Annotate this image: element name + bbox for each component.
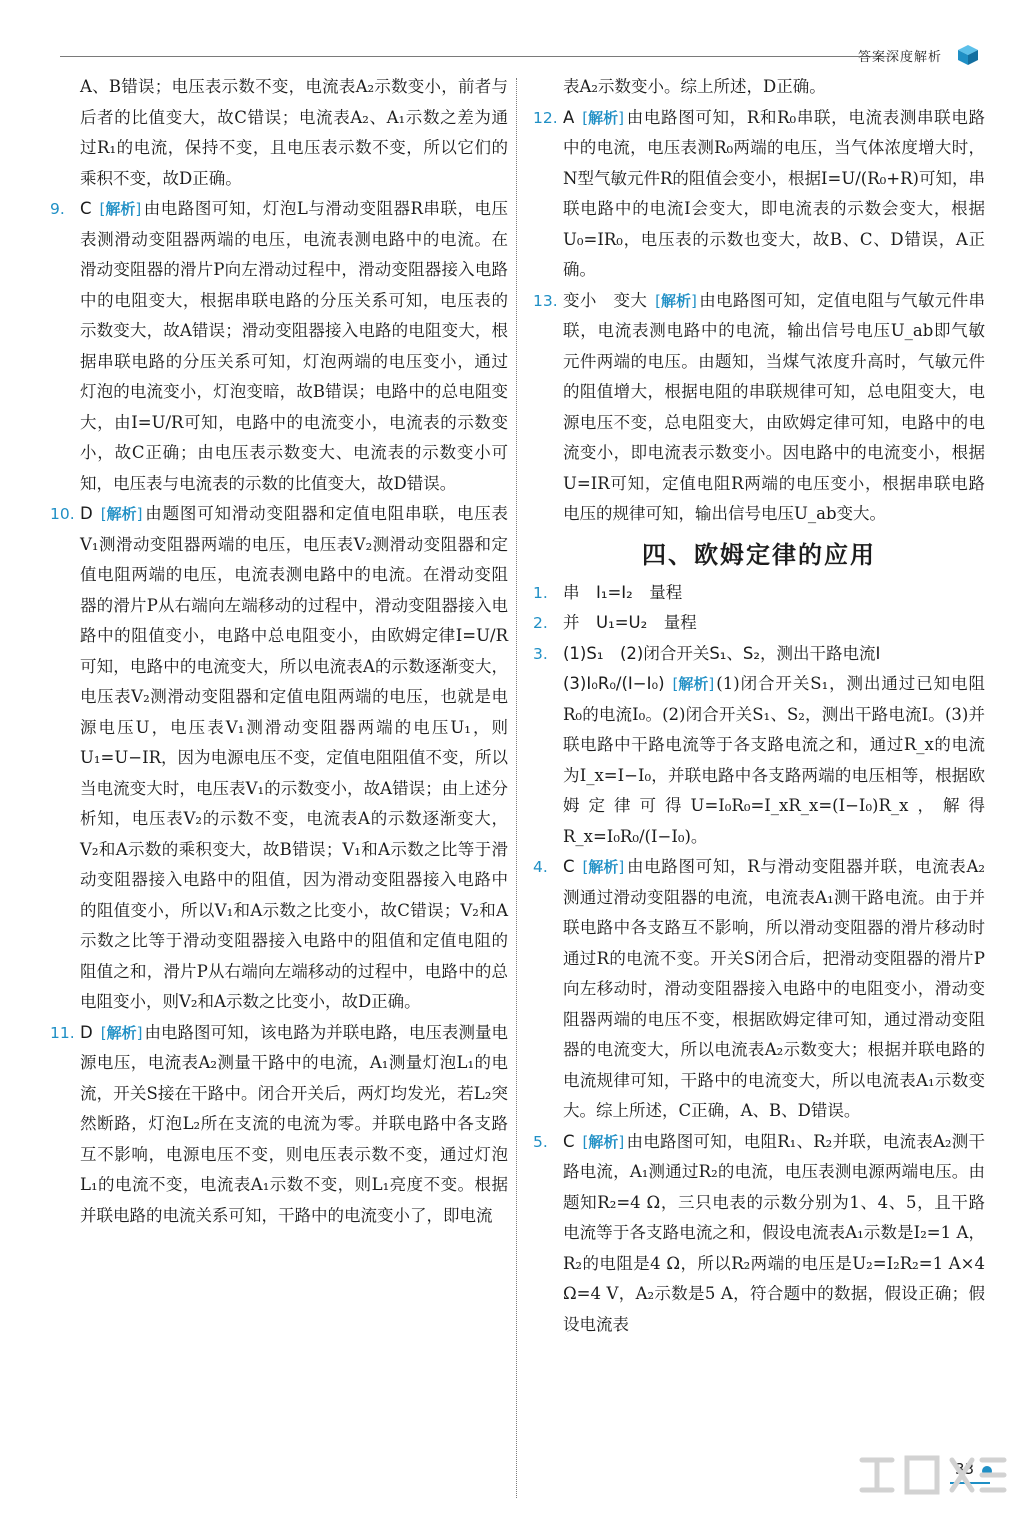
answer-item xyxy=(533,608,985,639)
item-text: 由电路图可知，R和R₀串联，电流表测串联电路中的电流，电压表测R₀两端的电压，当气体浓度增大时，N型气敏元件R的阻值会变小，根据I=U/(R₀+R)可知，串联电路中的电流I会变大，即电流表的示数会变大，根据U₀=IR₀，电压表的示数也变大，故B、C、D错误，A正确。 xyxy=(563,107,985,279)
item-answer: 并 U₁=U₂ 量程 xyxy=(563,613,697,632)
item-number: 3. xyxy=(533,644,548,663)
item-number: 4. xyxy=(533,858,548,876)
answer-item xyxy=(533,669,985,852)
item-text: 由电路图可知，R与滑动变阻器并联，电流表A₂测通过滑动变阻器的电流，电流表A₁测干路电流。由于并联电路中各支路互不影响，所以滑动变阻器的滑片移动时通过R的电流不变。开关S闭合后，把滑动变阻器的滑片P向左移动时，滑动变阻器接入电路中的电阻变小，滑动变阻器两端的电压不变，根据欧姆定律可知，通过滑动变阻器的电流变大，所以电流表A₂示数变大；根据并联电路的电流规律可知，干路中的电流变大，所以电流表A₁示数变大。综上所述，C正确，A、B、D错误。 xyxy=(563,857,985,1120)
item-answer: C xyxy=(563,857,575,876)
analysis-tag: [ 解析 ] xyxy=(100,194,142,225)
item-number: 5. xyxy=(533,1132,548,1151)
item-number: 11. xyxy=(50,1023,75,1042)
answer-item xyxy=(533,1127,985,1341)
item-number: 2. xyxy=(533,614,548,632)
analysis-tag: [ 解析 ] xyxy=(655,286,697,317)
answer-item xyxy=(533,103,985,286)
item-answer: 串 I₁=I₂ 量程 xyxy=(563,582,683,602)
item-answer: D xyxy=(80,504,93,523)
answer-item xyxy=(50,72,508,194)
header-rule xyxy=(60,56,890,57)
item-text: 由题图可知滑动变阻器和定值电阻串联，电压表V₁测滑动变阻器两端的电压，电压表V₂测滑动变阻器和定值电阻两端的电压，电流表测电路中的电流。在滑动变阻器的滑片P从右端向左端移动的过程中，滑动变阻器接入电路中的阻值变小，电路中总电阻变小，由欧姆定律I=U/R可知，电路中的电流变大，所以电流表A的示数逐渐变大，电压表V₂测滑动变阻器和定值电阻两端的电压，也就是电源电压U，电压表V₁测滑动变阻器两端的电压U₁，则U₁=U−IR，因为电源电压不变，定值电阻阻值不变，所以当电流变大时，电压表V₁的示数变小，故A错误；由上述分析知，电压表V₂的示数不变，电流表A的示数逐渐变大，V₂和A示数的乘积变大，故B错误；V₁和A示数之比等于滑动变阻器接入电路中的阻值，因为滑动变阻器接入电路中的阻值变小，所以V₁和A示数之比变小，故C错误；V₂和A示数之比等于滑动变阻器接入电路中的阻值和定值电阻的阻值之和，滑片P从右端向左端移动的过程中，电路中的总电阻变小，则V₂和A示数之比变小，故D正确。 xyxy=(80,504,508,1011)
cube-logo-icon xyxy=(955,42,981,68)
item-answer: (3)I₀R₀/(I−I₀) xyxy=(563,674,665,693)
item-text: A、B错误；电压表示数不变，电流表A₂示数变小，前者与后者的比值变大，故C错误；电流表A₂、A₁示数之差为通过R₁的电流，保持不变，且电压表示数不变，所以它们的乘积不变，故D正确。 xyxy=(80,77,508,188)
answer-item xyxy=(50,1018,508,1232)
item-answer: C xyxy=(563,1131,575,1151)
answer-item xyxy=(533,852,985,1127)
analysis-tag: [ 解析 ] xyxy=(101,1018,143,1049)
right-column xyxy=(533,72,985,1340)
item-text: 表A₂示数变小。综上所述，D正确。 xyxy=(563,77,826,96)
analysis-tag: [ 解析 ] xyxy=(583,1127,625,1158)
item-number: 9. xyxy=(50,200,65,218)
answer-item xyxy=(50,194,508,499)
page-number: 33 xyxy=(955,1460,975,1478)
item-number: 10. xyxy=(50,505,75,523)
answer-item xyxy=(533,72,985,103)
item-text: 由电路图可知，电阻R₁、R₂并联，电流表A₂测干路电流，A₁测通过R₂的电流，电压表测电源两端电压。由题知R₂=4 Ω，三只电表的示数分别为1、4、5，且干路电流等于各支路电流之和，假设电流表A₁示数是I₂=1 A，R₂的电阻是4 Ω，所以R₂两端的电压是U₂=I₂R₂=1 A×4 Ω=4 V，A₂示数是5 A，符合题中的数据，假设正确；假设电流表 xyxy=(563,1131,985,1334)
item-number: 13. xyxy=(533,291,558,310)
item-text: (1)闭合开关S₁，测出通过已知电阻R₀的电流I₀。(2)闭合开关S₁、S₂，测出干路电流I。(3)并联电路中干路电流等于各支路电流之和，通过R_x的电流为I_x=I−I₀，并联电路中各支路两端的电压相等，根据欧姆定律可得U=I₀R₀=I_xR_x=(I−I₀)R_x，解得R_x=I₀R₀/(I−I₀)。 xyxy=(563,674,985,846)
item-text: 由电路图可知，该电路为并联电路，电压表测量电源电压，电流表A₂测量干路中的电流，A₁测量灯泡L₁的电流，开关S接在干路中。闭合开关后，两灯均发光，若L₂突然断路，灯泡L₂所在支流的电流为零。并联电路中各支路互不影响，电源电压不变，则电压表示数不变，通过灯泡L₁的电流不变，电流表A₁示数不变，则L₁亮度不变。根据并联电路的电流关系可知，干路中的电流变小了，即电流 xyxy=(80,1022,508,1225)
header-title: 答案深度解析 xyxy=(858,50,943,65)
item-answer: D xyxy=(80,1022,93,1042)
analysis-tag: [ 解析 ] xyxy=(582,103,624,134)
item-answer: C xyxy=(80,199,92,218)
section-title: 四、欧姆定律的应用 xyxy=(642,540,876,569)
item-number: 1. xyxy=(533,583,548,602)
analysis-tag: [ 解析 ] xyxy=(673,669,715,700)
item-number: 12. xyxy=(533,108,558,127)
analysis-tag: [ 解析 ] xyxy=(101,499,143,530)
analysis-tag: [ 解析 ] xyxy=(583,852,625,883)
left-column xyxy=(50,72,508,1231)
item-answer: A xyxy=(563,107,575,127)
watermark-logo-icon xyxy=(842,1440,1012,1520)
answer-item xyxy=(533,639,985,670)
column-divider xyxy=(516,78,517,1498)
answer-item xyxy=(50,499,508,1018)
answer-item xyxy=(533,286,985,530)
answer-item xyxy=(533,578,985,609)
item-text: 由电路图可知，定值电阻与气敏元件串联，电流表测电路中的电流，输出信号电压U_ab即气敏元件两端的电压。由题知，当煤气浓度升高时，气敏元件的阻值增大，根据电阻的串联规律可知，总电阻变大，电源电压不变，总电阻变大，由欧姆定律可知，电路中的电流变小，即电流表示数变小。因电路中的电流变小，根据U=IR可知，定值电阻R两端的电压变小，根据串联电路电压的规律可知，输出信号电压U_ab变大。 xyxy=(563,290,986,523)
item-answer: 变小 变大 xyxy=(563,290,648,310)
item-answer: (1)S₁ (2)闭合开关S₁、S₂，测出干路电流I xyxy=(563,643,881,663)
item-text: 由电路图可知，灯泡L与滑动变阻器R串联，电压表测滑动变阻器两端的电压，电流表测电路中的电流。在滑动变阻器的滑片P向左滑动过程中，滑动变阻器接入电路中的电阻变大，根据串联电路的分压关系可知，电压表的示数变大，故A错误；滑动变阻器接入电路的电阻变大，根据串联电路的分压关系可知，灯泡两端的电压变小，通过灯泡的电流变小，灯泡变暗，故B错误；电路中的总电阻变大，由I=U/R可知，电路中的电流变小，电流表的示数变小，故C正确；由电压表示数变大、电流表的示数变小可知，电压表与电流表的示数的比值变大，故D错误。 xyxy=(80,199,508,493)
